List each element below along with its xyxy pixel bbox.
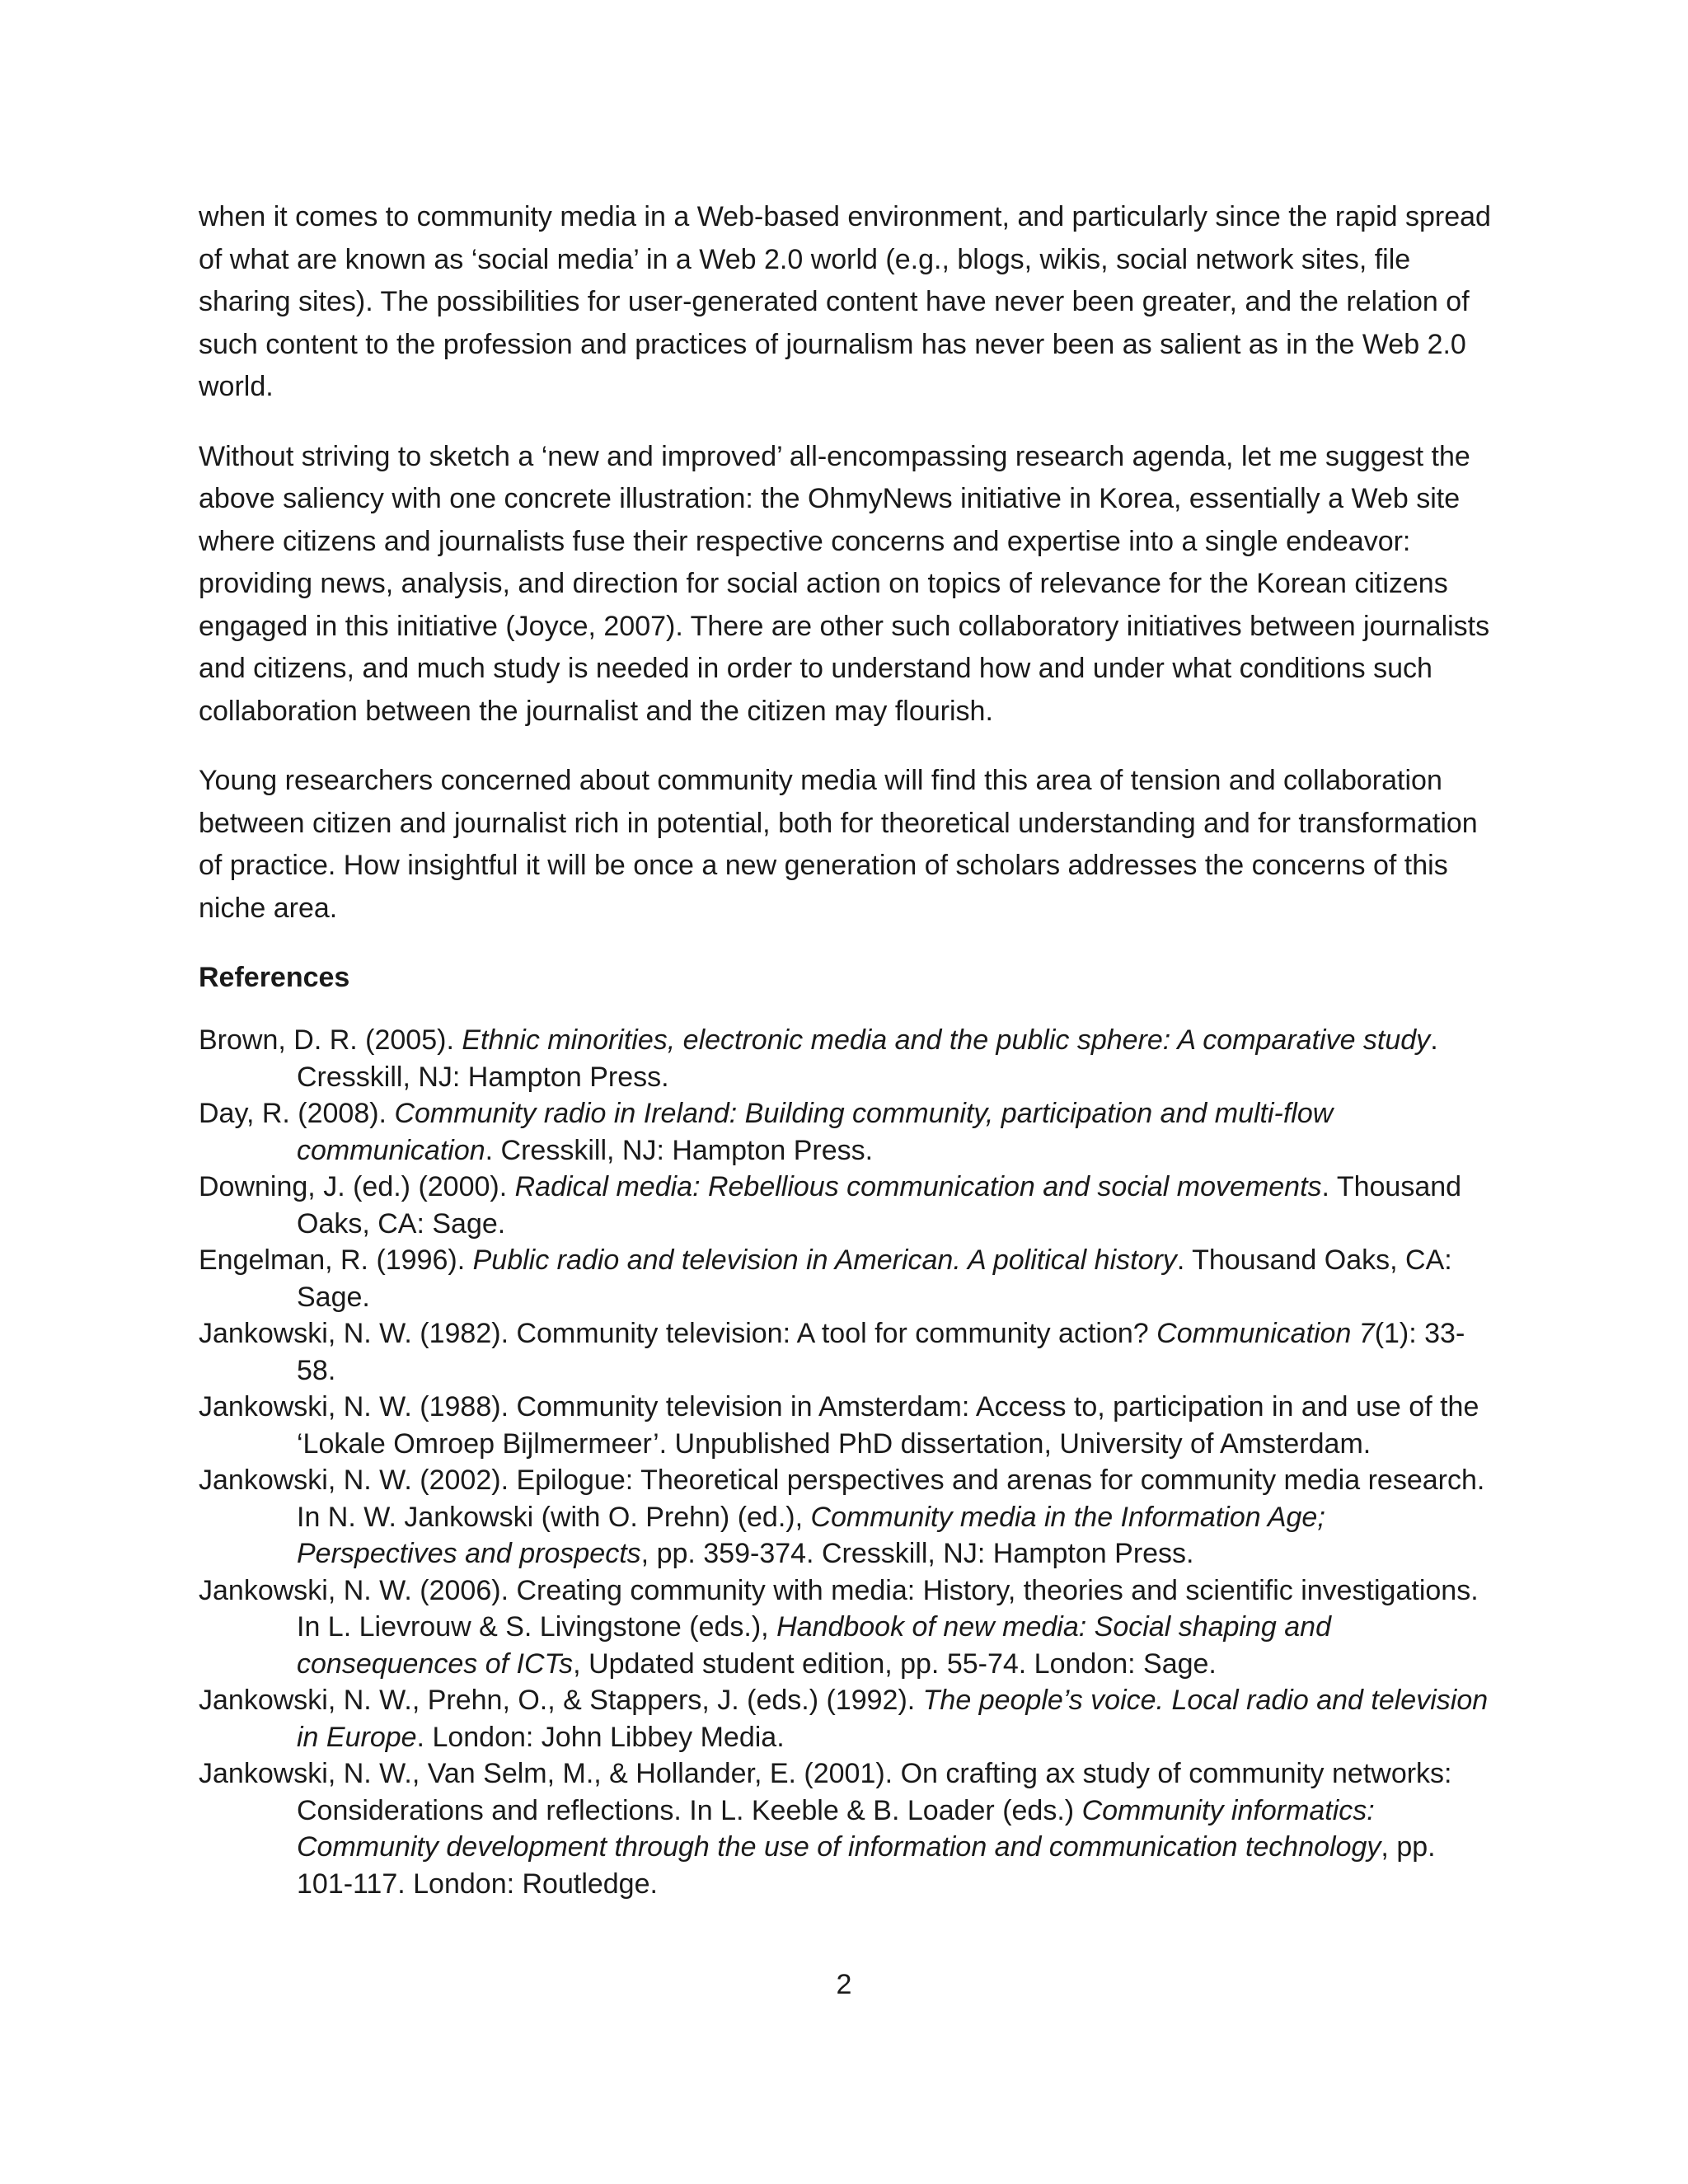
reference-title: Communication 7: [1156, 1318, 1375, 1349]
reference-entry: [199, 1572, 1493, 1683]
reference-text: Jankowski, N. W. (1982). Community television: A tool for community action?: [199, 1318, 1157, 1349]
references-list: [199, 1022, 1493, 1902]
reference-entry: [199, 1315, 1493, 1389]
reference-text: Jankowski, N. W., Prehn, O., & Stappers, J. (eds.) (1992).: [199, 1685, 923, 1716]
reference-text: . Cresskill, NJ: Hampton Press.: [297, 1024, 1438, 1093]
reference-text: Day, R. (2008).: [199, 1098, 395, 1129]
reference-title: Radical media: Rebellious communication and social movements: [514, 1171, 1322, 1202]
document-page: [199, 196, 1493, 1902]
reference-entry: [199, 1095, 1493, 1169]
body-paragraph: Young researchers concerned about community media will find this area of tension and collaboration between citizen and journalist rich in potential, both for theoretical understanding and for transformation of practice. How insightful it will be once a new generation of scholars addresses the concerns of this niche area.: [199, 765, 1478, 924]
reference-title: Community radio in Ireland: Building community, participation and multi-flow communication: [297, 1098, 1334, 1166]
reference-text: . Cresskill, NJ: Hampton Press.: [485, 1134, 874, 1166]
reference-text: . Thousand Oaks, CA: Sage.: [297, 1244, 1452, 1313]
body-paragraph: when it comes to community media in a Web-based environment, and particularly since the rapid spread of what are known as ‘social media’ in a Web 2.0 world (e.g., blogs, wikis, social network sites, file sharing sites). The possibilities for user-generated content have never been greater, and the relation of such content to the profession and practices of journalism has never been as salient as in the Web 2.0 world.: [199, 201, 1491, 402]
reference-text: Downing, J. (ed.) (2000).: [199, 1171, 515, 1202]
reference-text: . Thousand Oaks, CA: Sage.: [297, 1171, 1462, 1240]
reference-text: Jankowski, N. W. (2006). Creating community with media: History, theories and scientific investigations. In L. Lievrouw & S. Livingstone (eds.),: [199, 1574, 1479, 1643]
reference-title: Public radio and television in American. A political history: [472, 1244, 1177, 1276]
reference-entry: [199, 1462, 1493, 1572]
reference-title: Ethnic minorities, electronic media and the public sphere: A comparative study: [462, 1024, 1431, 1056]
reference-title: The people’s voice. Local radio and television in Europe: [297, 1685, 1489, 1753]
reference-entry: [199, 1682, 1493, 1755]
reference-text: . London: John Libbey Media.: [416, 1721, 785, 1753]
page-number: 2: [836, 1969, 852, 2000]
reference-title: Handbook of new media: Social shaping and consequences of ICTs: [297, 1611, 1331, 1680]
reference-text: , Updated student edition, pp. 55-74. London: Sage.: [573, 1647, 1217, 1680]
reference-entry: [199, 1755, 1493, 1902]
body-paragraph: Without striving to sketch a ‘new and improved’ all-encompassing research agenda, let me suggest the above saliency with one concrete illustration: the OhmyNews initiative in Korea, essentially a Web site where citizens and journalists fuse their respective concerns and expertise into a single endeavor: providing news, analysis, and direction for social action on topics of relevance for the Korean citizens engaged in this initiative (Joyce, 2007). There are other such collaboratory initiatives between journalists and citizens, and much study is needed in order to understand how and under what conditions such collaboration between the journalist and the citizen may flourish.: [199, 440, 1490, 727]
reference-title: Community media in the Information Age; Perspectives and prospects: [297, 1501, 1325, 1569]
reference-entry: [199, 1389, 1493, 1462]
reference-entry: [199, 1022, 1493, 1095]
reference-text: (1): 33-58.: [297, 1318, 1465, 1386]
reference-text: , pp. 359-374. Cresskill, NJ: Hampton Press.: [640, 1538, 1194, 1569]
reference-text: Engelman, R. (1996).: [199, 1244, 473, 1276]
reference-text: Jankowski, N. W., Van Selm, M., & Hollander, E. (2001). On crafting ax study of community networks: Considerations and reflections. In L. Keeble & B. Loader (eds.): [199, 1758, 1452, 1826]
reference-text: Jankowski, N. W. (1988). Community television in Amsterdam: Access to, participation in and use of the ‘Lokale Omroep Bijlmermeer’. Unpublished PhD dissertation, University of Amsterdam.: [199, 1391, 1479, 1460]
reference-text: Brown, D. R. (2005).: [199, 1024, 462, 1056]
reference-entry: [199, 1169, 1493, 1242]
reference-text: , pp. 101-117. London: Routledge.: [297, 1831, 1436, 1900]
reference-title: Community informatics: Community development through the use of information and communication technology: [297, 1794, 1381, 1863]
reference-text: Jankowski, N. W. (2002). Epilogue: Theoretical perspectives and arenas for community media research. In N. W. Jankowski (with O. Prehn) (ed.),: [199, 1465, 1485, 1533]
references-heading: References: [199, 962, 350, 993]
reference-entry: [199, 1242, 1493, 1315]
